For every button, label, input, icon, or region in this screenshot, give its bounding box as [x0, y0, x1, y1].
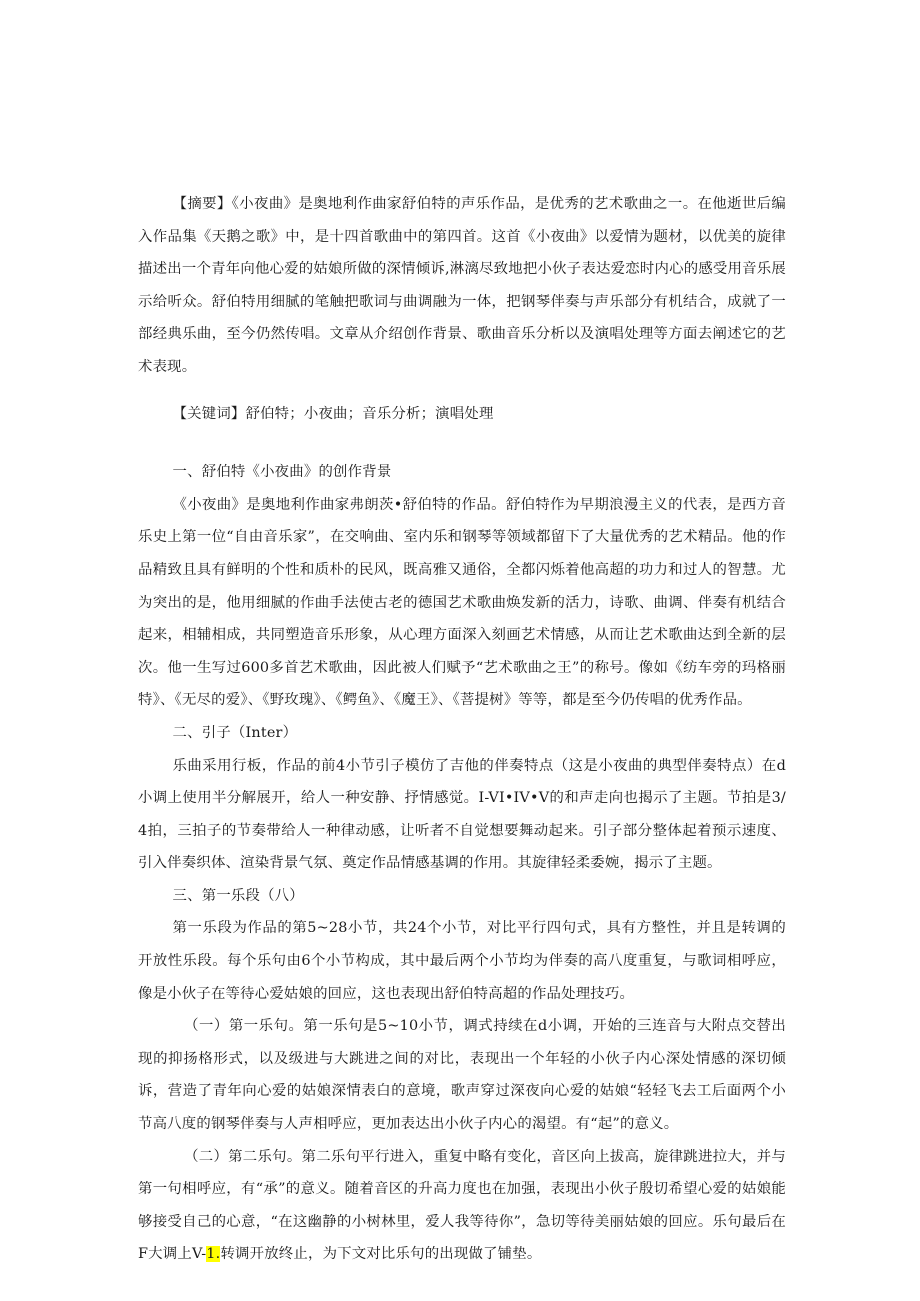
section-heading-intro: 二、引子（Inter）: [172, 724, 298, 741]
second-phrase-text-end: 转调开放终止，为下文对比乐句的出现做了铺垫。: [220, 1246, 542, 1263]
second-phrase-paragraph: [138, 1141, 786, 1271]
highlighted-text: 1.: [206, 1246, 221, 1263]
second-phrase-text: （二）第二乐句。第二乐句平行进入，重复中略有变化，音区向上拔高，旋律跳进拉大，并与第一句相呼应，有“承”的意义。随着音区的升高力度也在加强，表现出小伙子殷切希望心爱的姑娘能够接受自己的心意，“在这幽静的小树林里，爱人我等待你”，急切等待美丽姑娘的回应。乐句最后在F大调上V-: [138, 1148, 786, 1263]
first-period-paragraph: 第一乐段为作品的第5~28小节，共24个小节，对比平行四句式，具有方整性，并且是转调的开放性乐段。每个乐句由6个小节构成，其中最后两个小节均为伴奏的高八度重复，与歌词相呼应，像是小伙子在等待心爱姑娘的回应，这也表现出舒伯特高超的作品处理技巧。: [138, 920, 786, 1002]
section-heading-background: 一、舒伯特《小夜曲》的创作背景: [172, 464, 392, 481]
abstract-paragraph: 【摘要】《小夜曲》是奥地利作曲家舒伯特的声乐作品，是优秀的艺术歌曲之一。在他逝世后编入作品集《天鹅之歌》中，是十四首歌曲中的第四首。这首《小夜曲》以爱情为题材，以优美的旋律描述出一个青年向他心爱的姑娘所做的深情倾诉,淋漓尽致地把小伙子表达爱恋时内心的感受用音乐展示给听众。舒伯特用细腻的笔触把歌词与曲调融为一体，把钢琴伴奏与声乐部分有机结合，成就了一部经典乐曲，至今仍然传唱。文章从介绍创作背景、歌曲音乐分析以及演唱处理等方面去阐述它的艺术表现。: [138, 196, 786, 375]
background-paragraph: 《小夜曲》是奥地利作曲家弗朗茨•舒伯特的作品。舒伯特作为早期浪漫主义的代表，是西方音乐史上第一位“自由音乐家”，在交响曲、室内乐和钢琴等领域都留下了大量优秀的艺术精品。他的作品精致且具有鲜明的个性和质朴的民风，既高雅又通俗，全都闪烁着他高超的功力和过人的智慧。尤为突出的是，他用细腻的作曲手法使古老的德国艺术歌曲焕发新的活力，诗歌、曲调、伴奏有机结合起来，相辅相成，共同塑造音乐形象，从心理方面深入刻画艺术情感，从而让艺术歌曲达到全新的层次。他一生写过600多首艺术歌曲，因此被人们赋予“艺术歌曲之王”的称号。像如《纺车旁的玛格丽特》、《无尽的爱》、《野玫瑰》、《鳄鱼》、《魔王》、《菩提树》等等，都是至今仍传唱的优秀作品。: [138, 496, 786, 709]
keywords-line: 【关键词】舒伯特；小夜曲；音乐分析；演唱处理: [172, 405, 494, 422]
document-body: [138, 188, 786, 1271]
intro-paragraph: 乐曲采用行板，作品的前4小节引子模仿了吉他的伴奏特点（这是小夜曲的典型伴奏特点）在d小调上使用半分解展开，给人一种安静、抒情感觉。I-VI•IV•V的和声走向也揭示了主题。节拍是3/4拍，三拍子的节奏带给人一种律动感，让听者不自觉想要舞动起来。引子部分整体起着预示速度、引入伴奏织体、渲染背景气氛、奠定作品情感基调的作用。其旋律轻柔委婉，揭示了主题。: [138, 757, 786, 872]
first-phrase-paragraph: （一）第一乐句。第一乐句是5~10小节，调式持续在d小调，开始的三连音与大附点交替出现的抑扬格形式，以及级进与大跳进之间的对比，表现出一个年轻的小伙子内心深处情感的深切倾诉，营造了青年向心爱的姑娘深情表白的意境，歌声穿过深夜向心爱的姑娘“轻轻飞去工后面两个小节高八度的钢琴伴奏与人声相呼应，更加表达出小伙子内心的渴望。有“起”的意义。: [138, 1018, 786, 1133]
section-heading-first-period: 三、第一乐段（八）: [172, 887, 304, 904]
